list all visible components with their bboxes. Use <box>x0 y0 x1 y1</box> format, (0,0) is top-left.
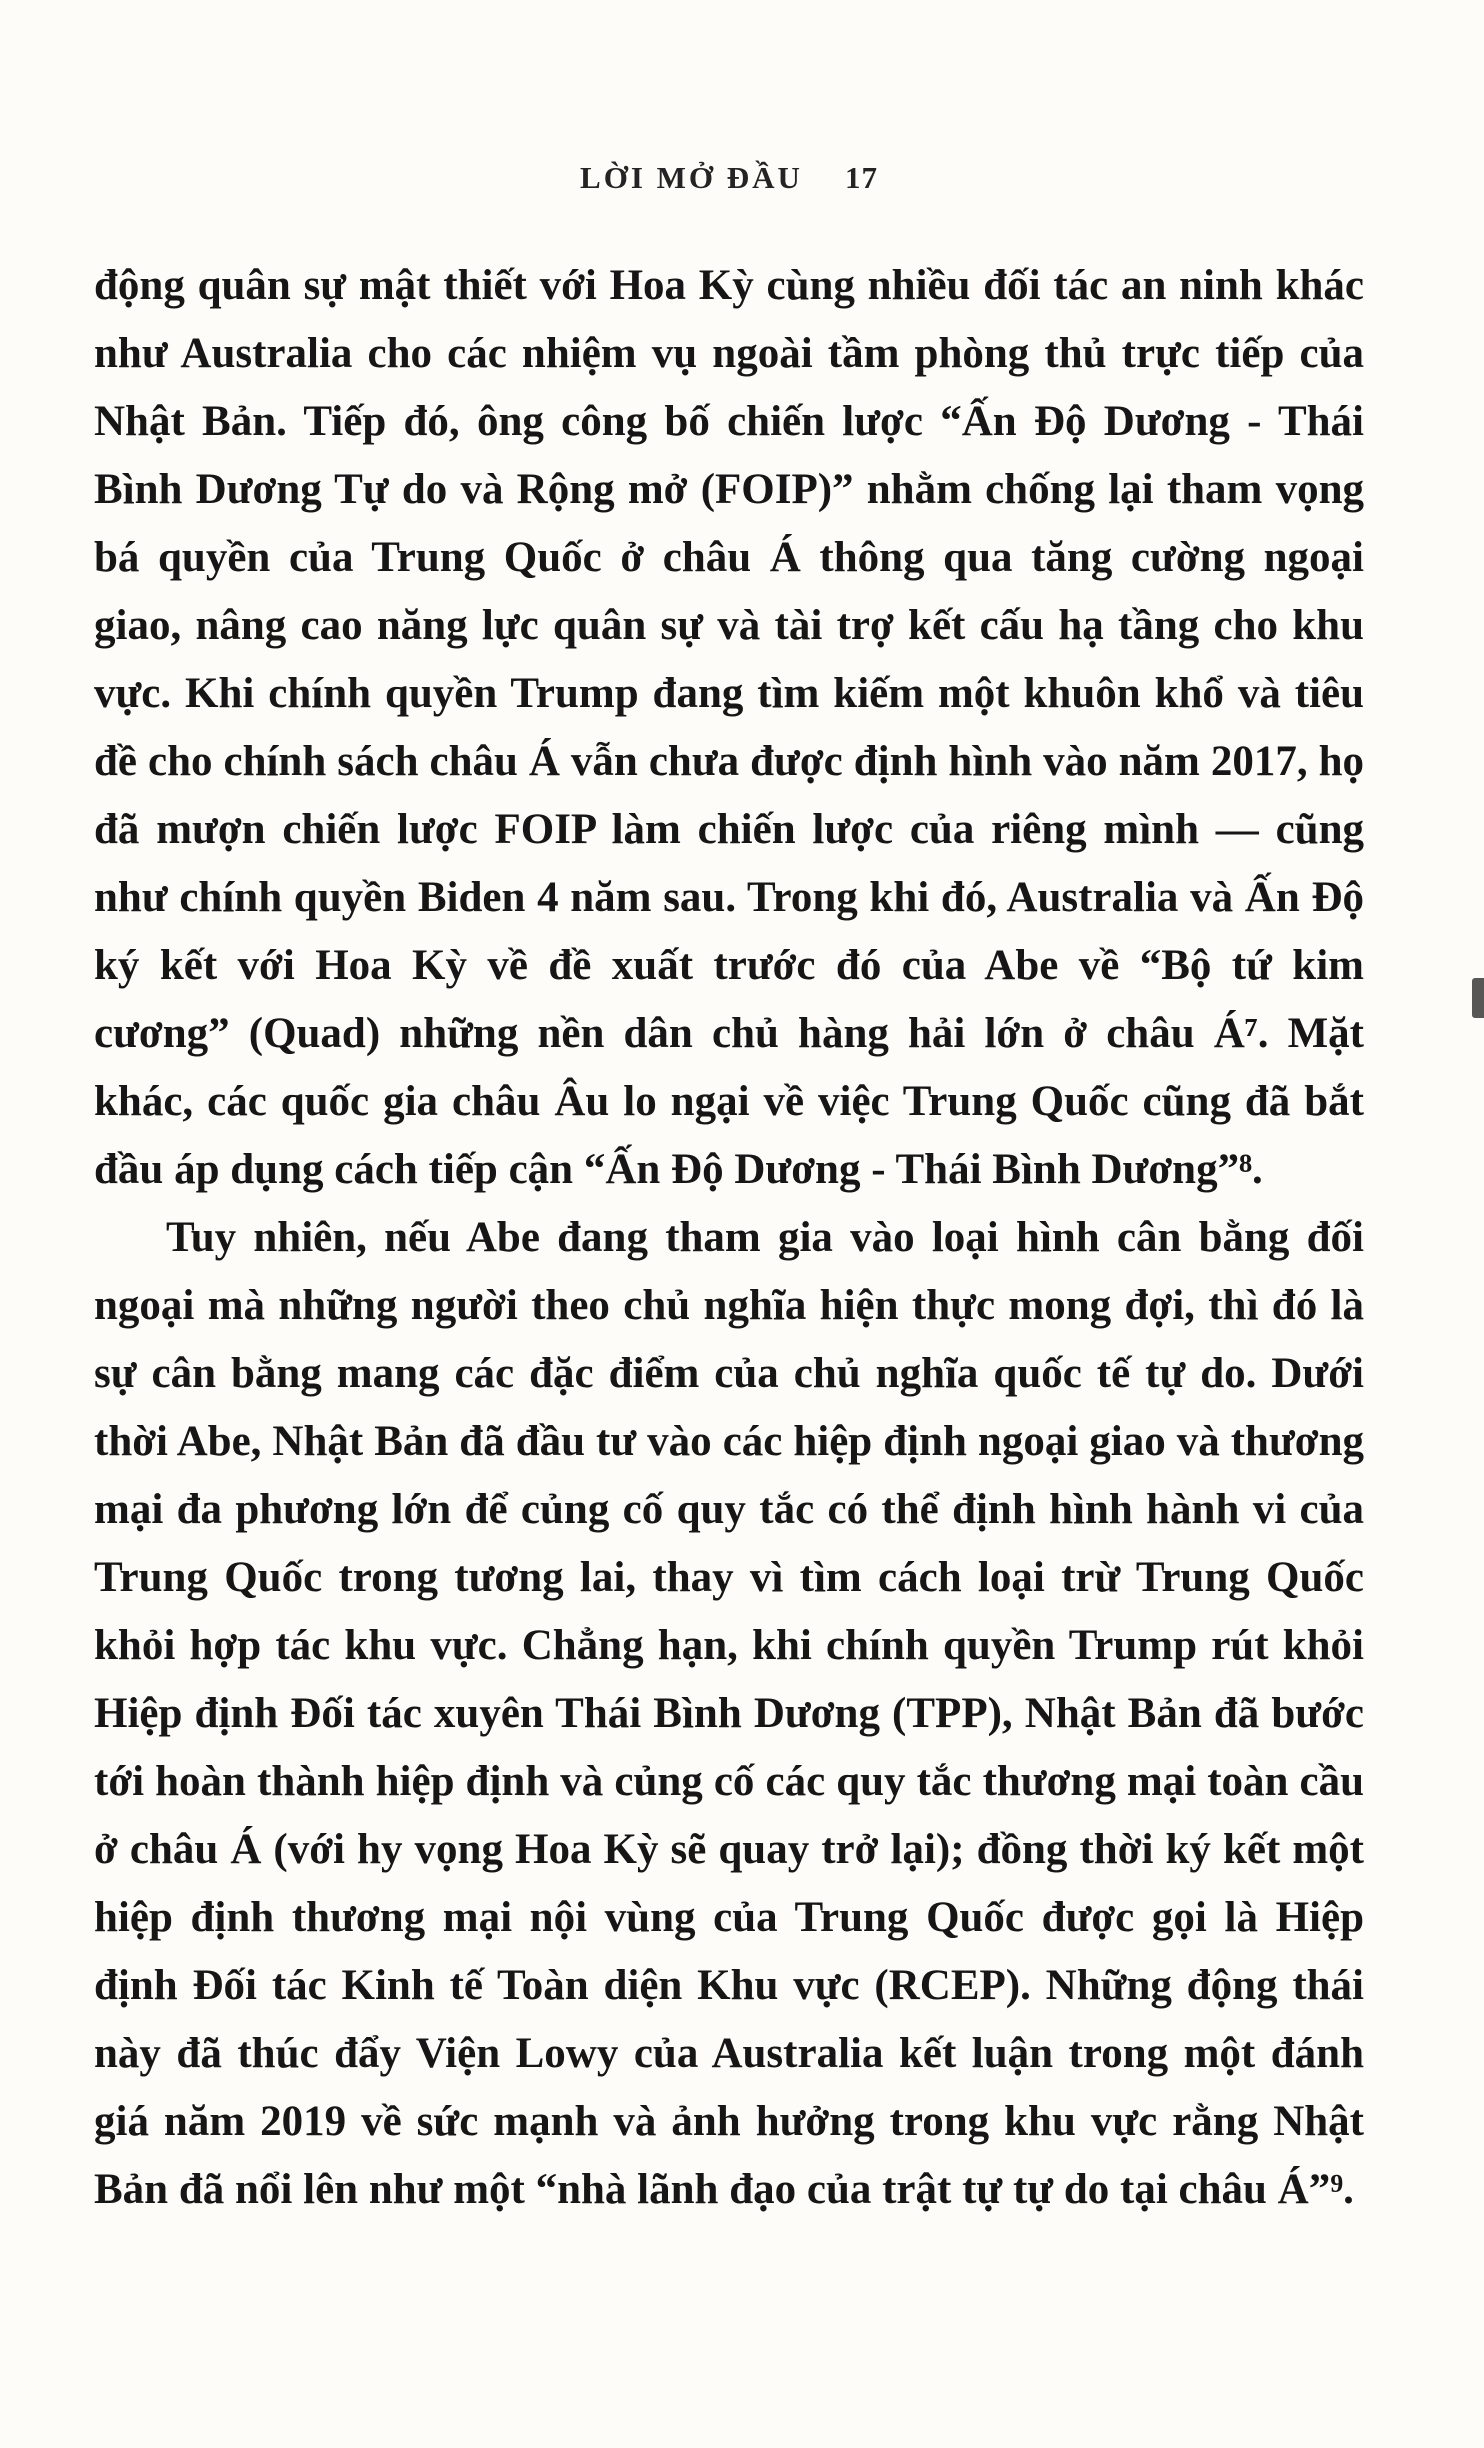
page-header <box>96 160 1362 196</box>
running-head-title: LỜI MỞ ĐẦU <box>580 160 803 195</box>
paragraph: Tuy nhiên, nếu Abe đang tham gia vào loại hình cân bằng đối ngoại mà những người theo chủ nghĩa hiện thực mong đợi, thì đó là sự cân bằng mang các đặc điểm của chủ nghĩa quốc tế tự do. Dưới thời Abe, Nhật Bản đã đầu tư vào các hiệp định ngoại giao và thương mại đa phương lớn để củng cố quy tắc có thể định hình hành vi của Trung Quốc trong tương lai, thay vì tìm cách loại trừ Trung Quốc khỏi hợp tác khu vực. Chẳng hạn, khi chính quyền Trump rút khỏi Hiệp định Đối tác xuyên Thái Bình Dương (TPP), Nhật Bản đã bước tới hoàn thành hiệp định và củng cố các quy tắc thương mại toàn cầu ở châu Á (với hy vọng Hoa Kỳ sẽ quay trở lại); đồng thời ký kết một hiệp định thương mại nội vùng của Trung Quốc được gọi là Hiệp định Đối tác Kinh tế Toàn diện Khu vực (RCEP). Những động thái này đã thúc đẩy Viện Lowy của Australia kết luận trong một đánh giá năm 2019 về sức mạnh và ảnh hưởng trong khu vực rằng Nhật Bản đã nổi lên như một “nhà lãnh đạo của trật tự tự do tại châu Á”⁹. <box>94 1214 1364 2213</box>
page-body <box>94 252 1364 2224</box>
paragraph-continuation: động quân sự mật thiết với Hoa Kỳ cùng nhiều đối tác an ninh khác như Australia cho các nhiệm vụ ngoài tầm phòng thủ trực tiếp của Nhật Bản. Tiếp đó, ông công bố chiến lược “Ấn Độ Dương - Thái Bình Dương Tự do và Rộng mở (FOIP)” nhằm chống lại tham vọng bá quyền của Trung Quốc ở châu Á thông qua tăng cường ngoại giao, nâng cao năng lực quân sự và tài trợ kết cấu hạ tầng cho khu vực. Khi chính quyền Trump đang tìm kiếm một khuôn khổ và tiêu đề cho chính sách châu Á vẫn chưa được định hình vào năm 2017, họ đã mượn chiến lược FOIP làm chiến lược của riêng mình — cũng như chính quyền Biden 4 năm sau. Trong khi đó, Australia và Ấn Độ ký kết với Hoa Kỳ về đề xuất trước đó của Abe về “Bộ tứ kim cương” (Quad) những nền dân chủ hàng hải lớn ở châu Á⁷. Mặt khác, các quốc gia châu Âu lo ngại về việc Trung Quốc cũng đã bắt đầu áp dụng cách tiếp cận “Ấn Độ Dương - Thái Bình Dương”⁸. <box>94 262 1364 1193</box>
page-number: 17 <box>844 160 878 195</box>
scan-artifact <box>1472 978 1484 1018</box>
